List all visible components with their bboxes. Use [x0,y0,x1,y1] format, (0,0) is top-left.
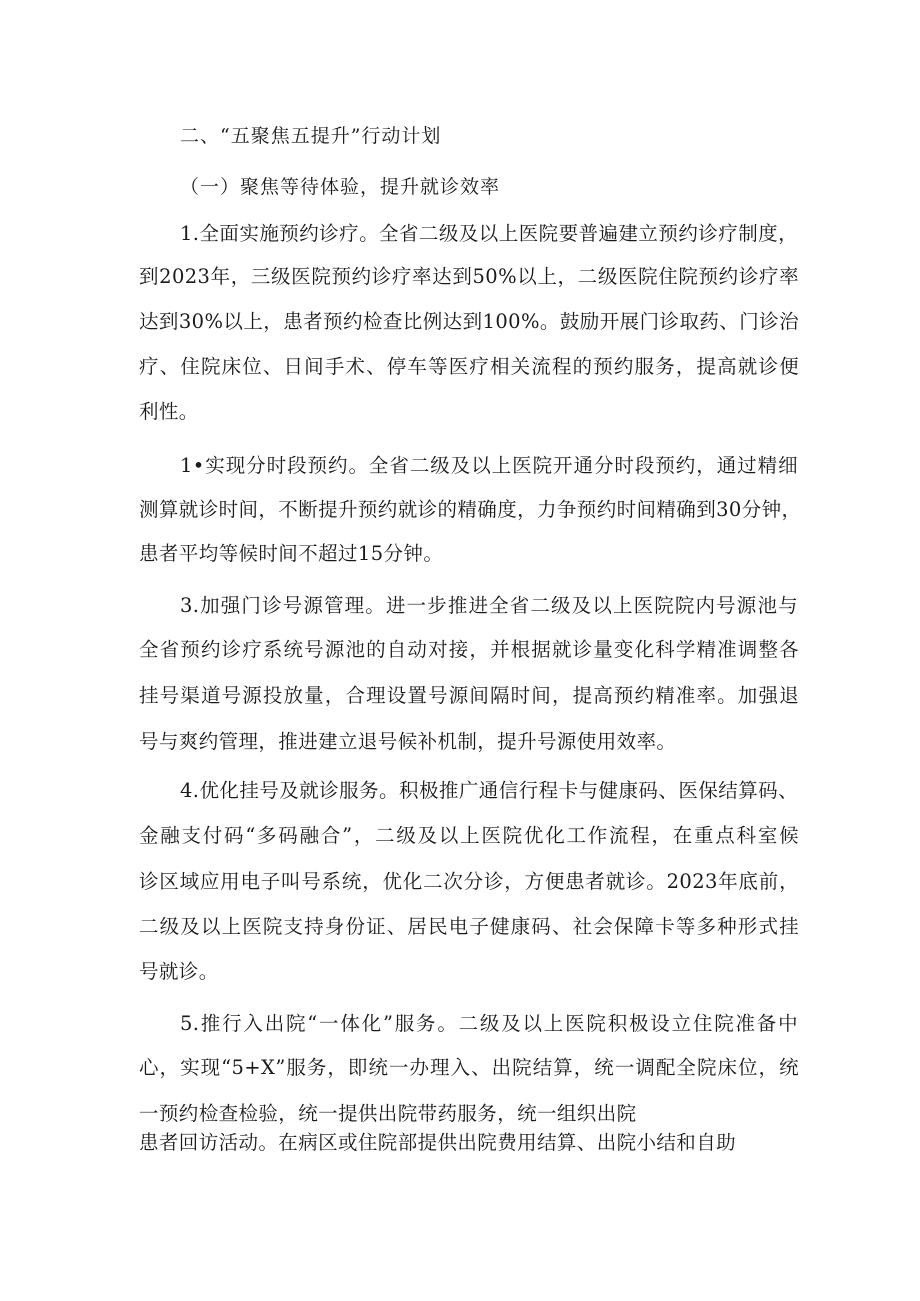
paragraph-line: 号与爽约管理，推进建立退号候补机制，提升号源使用效率。 [139,730,677,753]
section-heading: 二、“五聚焦五提升”行动计划 [180,125,442,147]
paragraph-line: 一预约检查检验，统一提供出院带药服务，统一组织出院 [139,1102,637,1125]
paragraph-line: 利性。 [139,400,199,423]
subsection-heading: （一）聚焦等待体验，提升就诊效率 [180,176,501,198]
paragraph-line: 号就诊。 [139,960,219,983]
paragraph-line: 诊区域应用电子叫号系统，优化二次分诊，方便患者就诊。2023年底前， [139,870,799,893]
paragraph-line: 到2023年，三级医院预约诊疗率达到50%以上，二级医院住院预约诊疗率 [139,265,799,288]
paragraph-line: 金融支付码“多码融合”，二级及以上医院优化工作流程，在重点科室候 [139,824,799,847]
paragraph-line: 1•实现分时段预约。全省二级及以上医院开通分时段预约，通过精细 [180,454,798,477]
paragraph-line: 疗、住院床位、日间手术、停车等医疗相关流程的预约服务，提高就诊便 [139,355,799,378]
paragraph-line: 测算就诊时间，不断提升预约就诊的精确度，力争预约时间精确到30分钟， [139,498,802,521]
paragraph-line: 5.推行入出院“一体化”服务。二级及以上医院积极设立住院准备中 [180,1012,798,1035]
paragraph-line: 4.优化挂号及就诊服务。积极推广通信行程卡与健康码、医保结算码、 [180,779,798,802]
paragraph-line: 患者平均等候时间不超过15分钟。 [139,542,444,565]
paragraph-line: 心，实现“5+X”服务，即统一办理入、出院结算，统一调配全院床位，统 [139,1056,799,1079]
paragraph-line: 3.加强门诊号源管理。进一步推进全省二级及以上医院院内号源池与 [180,594,798,617]
paragraph-line: 二级及以上医院支持身份证、居民电子健康码、社会保障卡等多种形式挂 [139,915,799,938]
paragraph-line: 1.全面实施预约诊疗。全省二级及以上医院要普遍建立预约诊疗制度， [180,222,798,245]
paragraph-line: 患者回访活动。在病区或住院部提供出院费用结算、出院小结和自助 [139,1131,737,1154]
paragraph-line: 全省预约诊疗系统号源池的自动对接，并根据就诊量变化科学精准调整各 [139,638,799,661]
paragraph-line: 达到30%以上，患者预约检查比例达到100%。鼓励开展门诊取药、门诊治 [139,310,799,333]
paragraph-line: 挂号渠道号源投放量，合理设置号源间隔时间，提高预约精准率。加强退 [139,684,799,707]
